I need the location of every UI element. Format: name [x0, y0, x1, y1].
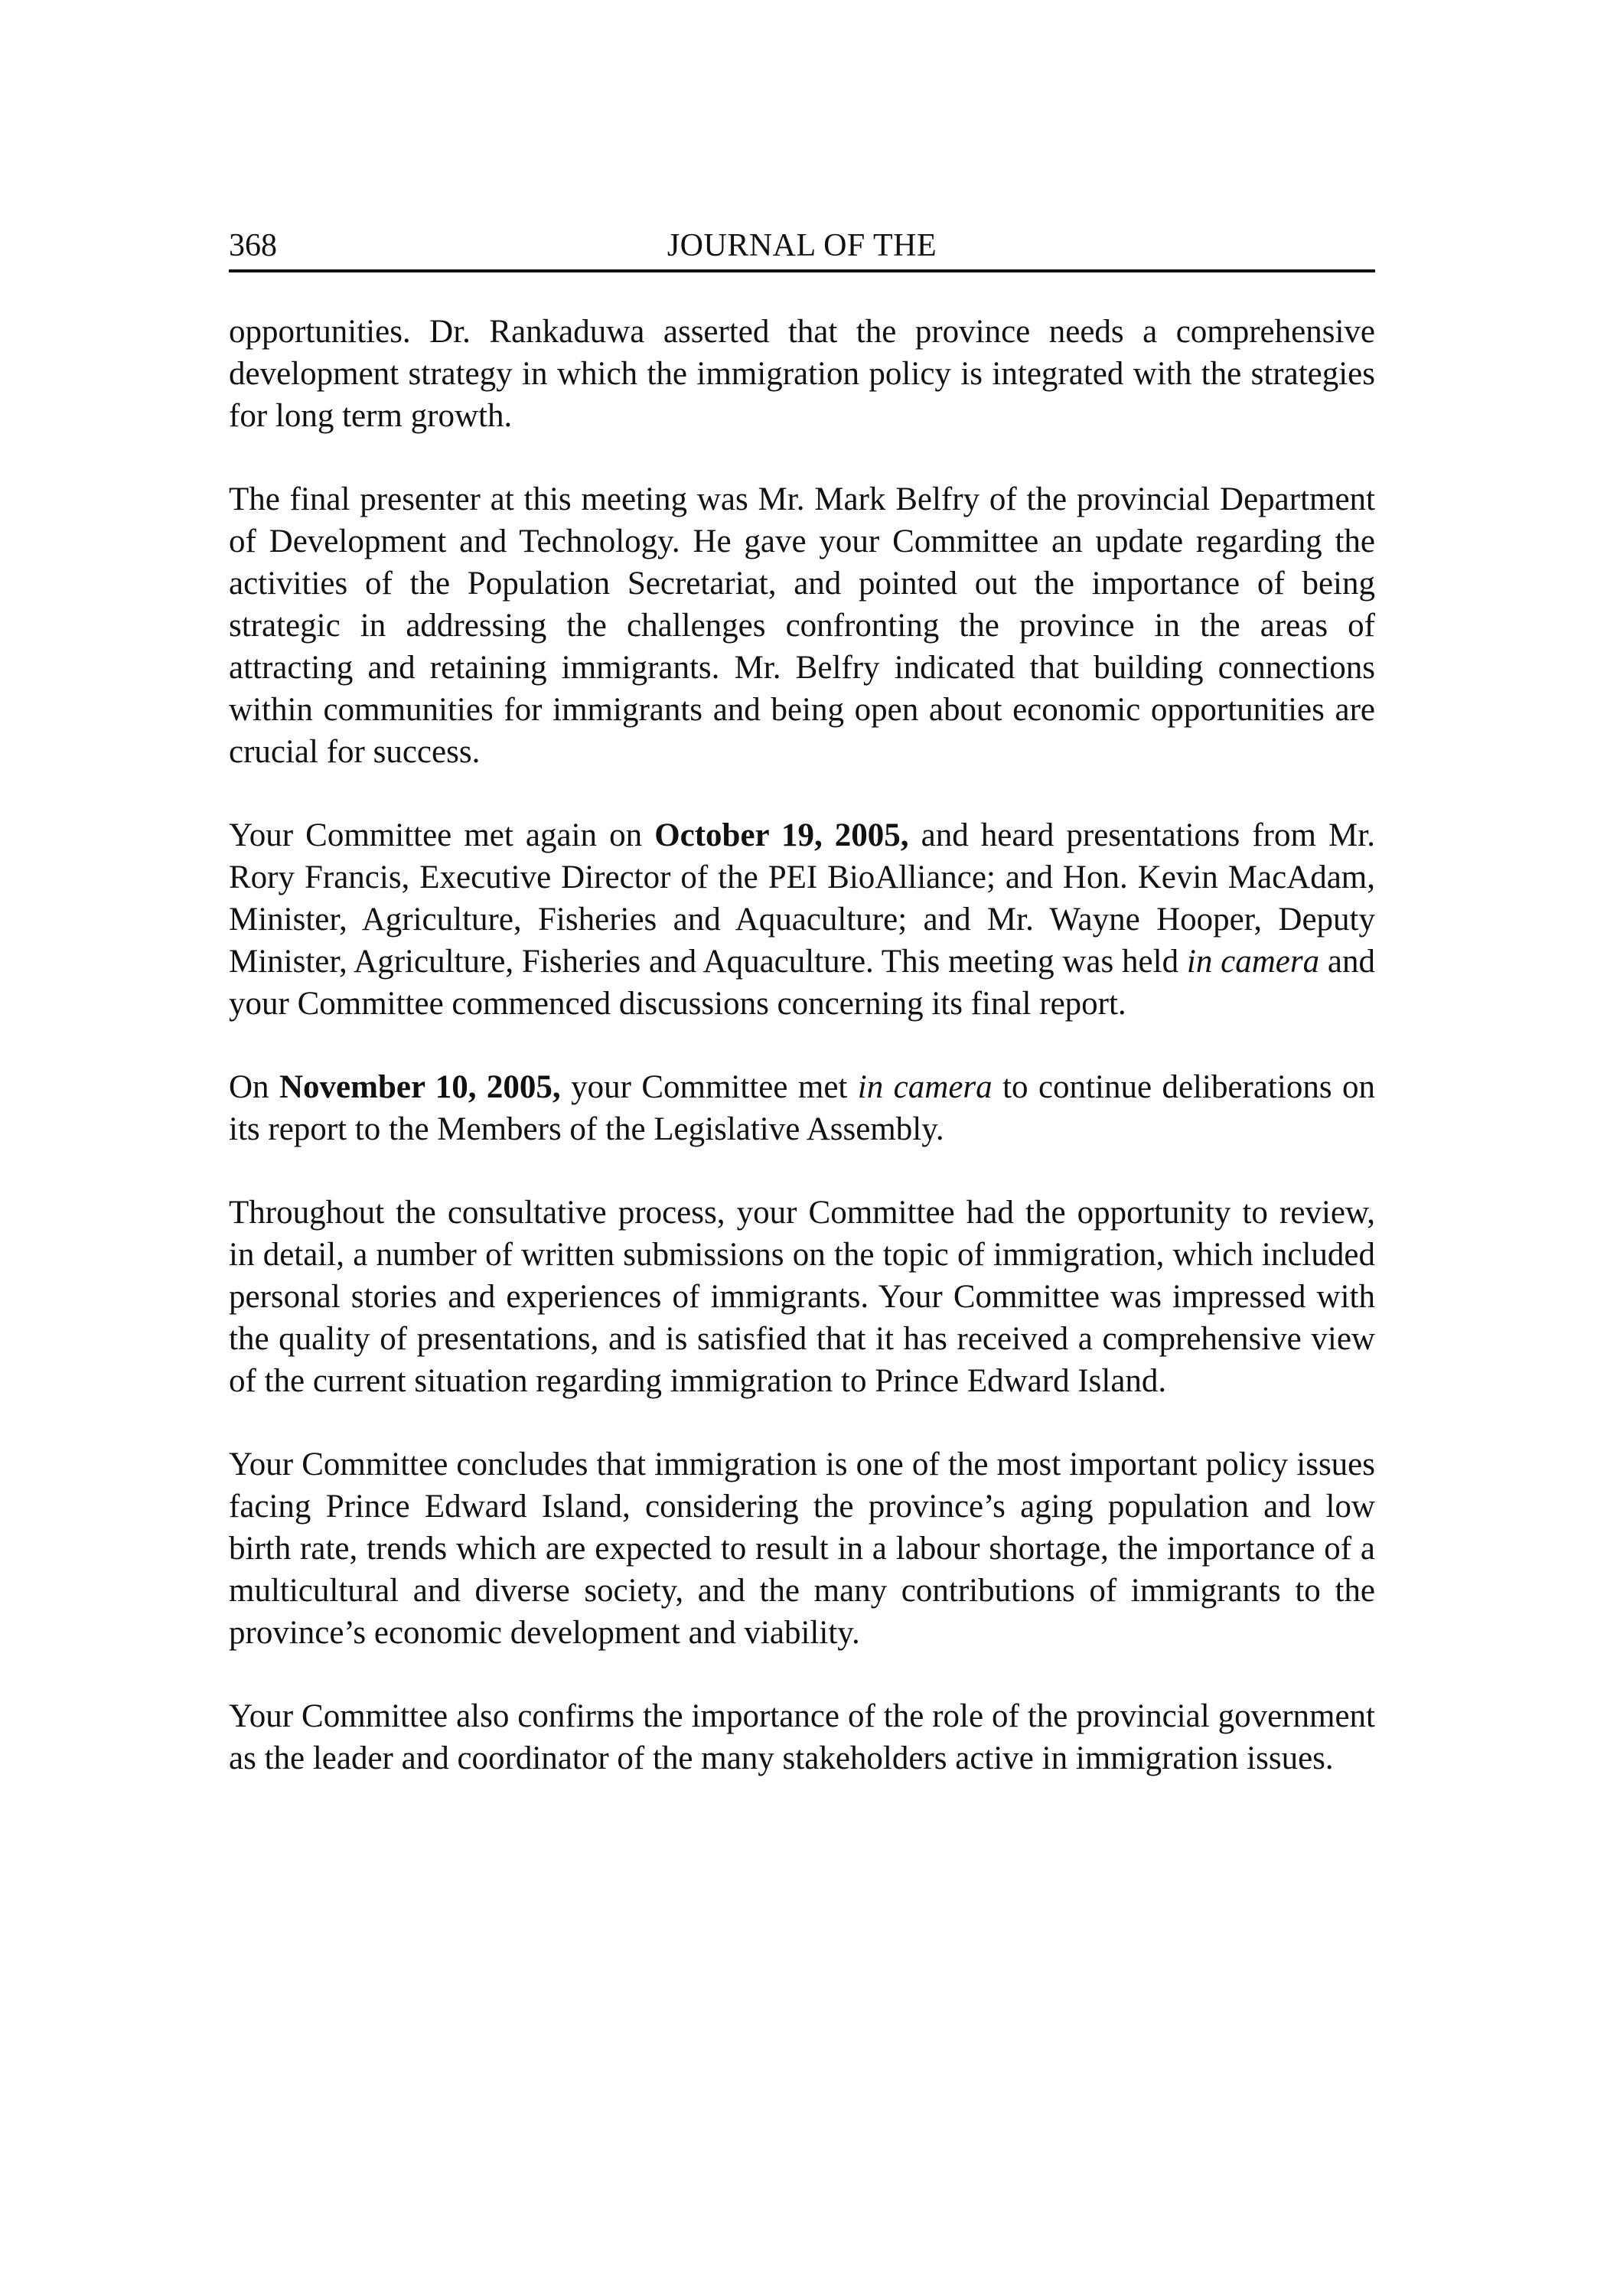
paragraph-7: Your Committee also confirms the importance of the role of the provincial government as the leader and coordinator of the many stakeholders active in immigration issues.: [229, 1698, 1375, 1776]
paragraph-4-end: to continue deliberations on its report to the Members of the Legislative Assembly.: [229, 1069, 1375, 1147]
page-header: [229, 222, 1375, 272]
paragraph-3-lead: Your Committee met again on: [229, 817, 655, 853]
paragraph-4: [229, 1066, 1375, 1150]
paragraph-6: Your Committee concludes that immigration is one of the most important policy issues facing Prince Edward Island, considering the province’s aging population and low birth rate, trends which are expected to result in a labour shortage, the importance of a multicultural and diverse society, and the many contributions of immigrants to the province’s economic development and viability.: [229, 1446, 1375, 1651]
in-camera-term: in camera: [1186, 944, 1320, 980]
body-text: [229, 311, 1375, 1821]
paragraph-2: The final presenter at this meeting was Mr. Mark Belfry of the provincial Department of Development and Technology. He gave your Committee an update regarding the activities of the Population Secretariat, and pointed out the importance of being strategic in addressing the challenges confronting the province in the areas of attracting and retaining immigrants. Mr. Belfry indicated that building connections within communities for immigrants and being open about economic opportunities are crucial for success.: [229, 481, 1375, 770]
paragraph-1: opportunities. Dr. Rankaduwa asserted that the province needs a comprehensive development strategy in which the immigration policy is integrated with the strategies for long term growth.: [229, 314, 1375, 434]
paragraph-3: [229, 814, 1375, 1025]
page-number: 368: [229, 228, 277, 263]
meeting-date-october: October 19, 2005,: [654, 817, 909, 853]
paragraph-3-middle: and heard presentations from Mr. Rory Francis, Executive Director of the PEI BioAlliance; and Hon. Kevin MacAdam, Minister, Agriculture, Fisheries and Aquaculture; and Mr. Wayne Hooper, Deputy Minister, Agriculture, Fisheries and Aquaculture. This meeting was held: [229, 817, 1375, 980]
meeting-date-november: November 10, 2005,: [279, 1069, 561, 1105]
paragraph-3-end: and your Committee commenced discussions concerning its final report.: [229, 944, 1375, 1022]
in-camera-term: in camera: [857, 1069, 993, 1105]
paragraph-4-middle: your Committee met: [560, 1069, 858, 1105]
running-title: JOURNAL OF THE: [667, 228, 937, 263]
paragraph-4-lead: On: [229, 1069, 279, 1105]
paragraph-5: Throughout the consultative process, your Committee had the opportunity to review, in detail, a number of written submissions on the topic of immigration, which included personal stories and experiences of immigrants. Your Committee was impressed with the quality of presentations, and is satisfied that it has received a comprehensive view of the current situation regarding immigration to Prince Edward Island.: [229, 1195, 1375, 1399]
